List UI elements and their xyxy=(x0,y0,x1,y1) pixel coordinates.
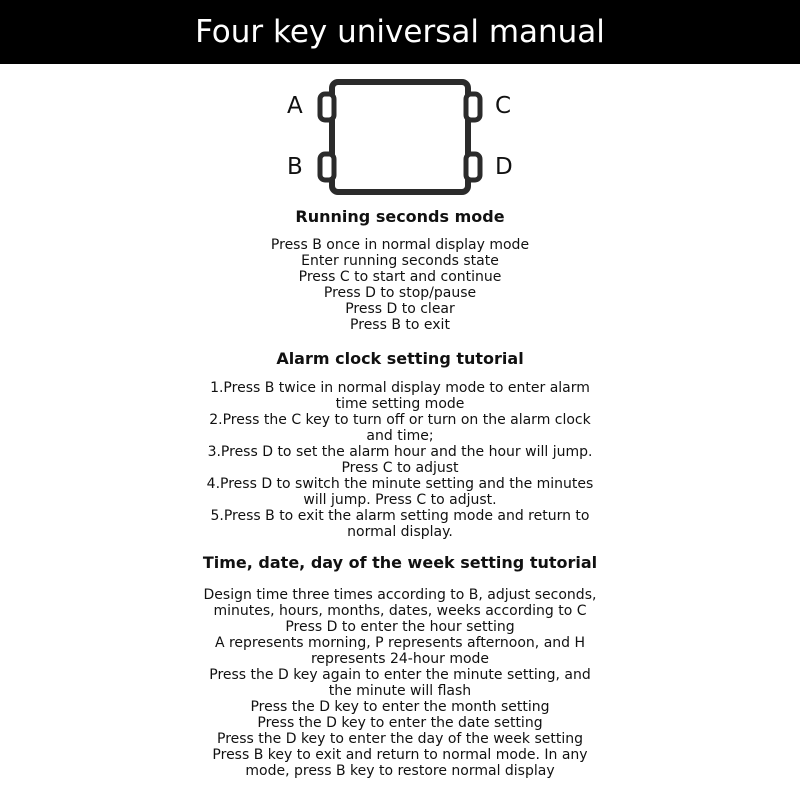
instruction-line: Press B key to exit and return to normal mode. In any xyxy=(212,747,588,763)
instruction-line: A represents morning, P represents afternoon, and H xyxy=(214,635,586,651)
instruction-line: time setting mode xyxy=(335,396,465,412)
manual-title: Four key universal manual xyxy=(195,14,605,50)
instruction-line: 5.Press B to exit the alarm setting mode and return to xyxy=(210,508,590,524)
instruction-line: and time; xyxy=(366,428,434,444)
instruction-line: Press the D key to enter the month setting xyxy=(250,699,550,715)
device-outline-icon xyxy=(280,74,520,200)
instruction-line: the minute will flash xyxy=(328,683,472,699)
instruction-line: Press D to enter the hour setting xyxy=(285,619,515,635)
instruction-line: 2.Press the C key to turn off or turn on the alarm clock xyxy=(209,412,591,428)
instruction-line: minutes, hours, months, dates, weeks according to C xyxy=(213,603,587,619)
key-a-shape xyxy=(320,94,334,120)
running-seconds-heading: Running seconds mode xyxy=(295,207,505,226)
instruction-line: Press D to clear xyxy=(345,301,455,317)
key-d-label: D xyxy=(495,154,513,180)
instruction-line: Press B to exit xyxy=(350,317,450,333)
key-b-shape xyxy=(320,154,334,180)
instruction-line: Press B once in normal display mode xyxy=(270,237,530,253)
instruction-line: normal display. xyxy=(347,524,453,540)
instruction-line: Press the D key to enter the date setting xyxy=(257,715,543,731)
key-d-shape xyxy=(466,154,480,180)
key-c-shape xyxy=(466,94,480,120)
alarm-clock-heading: Alarm clock setting tutorial xyxy=(276,349,524,368)
instruction-line: Press C to start and continue xyxy=(298,269,502,285)
instruction-line: 4.Press D to switch the minute setting and the minutes xyxy=(206,476,594,492)
key-a-label: A xyxy=(287,93,303,119)
instruction-line: 3.Press D to set the alarm hour and the hour will jump. xyxy=(207,444,593,460)
key-b-label: B xyxy=(287,154,303,180)
key-c-label: C xyxy=(495,93,512,119)
instruction-line: Press D to stop/pause xyxy=(323,285,477,301)
instruction-line: Enter running seconds state xyxy=(301,253,499,269)
four-key-device-diagram xyxy=(280,74,520,200)
time-date-week-heading: Time, date, day of the week setting tutorial xyxy=(202,553,598,572)
instruction-line: Press C to adjust xyxy=(341,460,459,476)
instruction-line: Press the D key to enter the day of the week setting xyxy=(217,731,583,747)
manual-title-banner xyxy=(0,0,800,64)
instruction-line: will jump. Press C to adjust. xyxy=(303,492,497,508)
instruction-line: mode, press B key to restore normal display xyxy=(245,763,555,779)
instruction-line: represents 24-hour mode xyxy=(310,651,490,667)
running-seconds-instructions xyxy=(0,237,800,333)
time-date-week-instructions xyxy=(0,587,800,779)
alarm-clock-instructions xyxy=(0,380,800,540)
instruction-line: Press the D key again to enter the minute setting, and xyxy=(209,667,591,683)
instruction-line: Design time three times according to B, adjust seconds, xyxy=(203,587,597,603)
instruction-line: 1.Press B twice in normal display mode to enter alarm xyxy=(210,380,590,396)
